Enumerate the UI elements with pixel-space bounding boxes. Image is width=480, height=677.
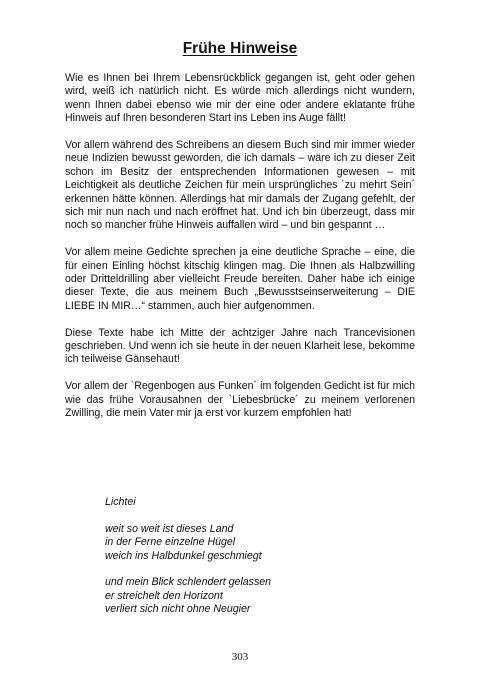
poem-line: in der Ferne einzelne Hügel (105, 536, 236, 549)
poem-title: Lichtei (105, 496, 136, 508)
paragraph-5: Vor allem der `Regenbogen aus Funken´ im folgenden Gedicht ist für mich wie das frühe Vorausahnen der `Liebesbrücke´ zu meinem verlorenen Zwilling, die mein Vater mir ja erst vor kurzem empfohlen hat! (65, 380, 415, 420)
page-title: Frühe Hinweise (182, 40, 298, 57)
poem-line: weit so weit ist dieses Land (105, 522, 234, 535)
page-number: 303 (231, 651, 249, 663)
body-text (65, 72, 415, 434)
paragraph-2: Vor allem während des Schreibens an diesem Buch sind mir immer wieder neue Indizien bewusst geworden, die ich damals – wäre ich zu dieser Zeit schon im Besitz der entsprechenden Informationen gewesen – mit Leichtigkeit als deutliche Zeichen für mein ursprüngliches ´zu mehrt Sein´ erkennen hätte können. Allerdings hat mir damals der Zugang gefehlt, der sich mir nun nach und nach eröffnet hat. Und ich bin überzeugt, dass mir noch so mancher frühe Hinweis auffallen wird – und bin gespannt … (65, 139, 415, 232)
paragraph-4: Diese Texte habe ich Mitte der achtziger Jahre nach Trancevisionen geschrieben. Und wenn ich sie heute in der neuen Klarheit lese, bekomme ich teilweise Gänsehaut! (65, 326, 415, 366)
poem-line: er streichelt den Horizont (105, 589, 223, 602)
poem-line: weich ins Halbdunkel geschmiegt (105, 549, 262, 562)
poem-line: verliert sich nicht ohne Neugier (105, 603, 251, 616)
poem-spacer (105, 509, 405, 522)
poem (105, 496, 405, 617)
poem-spacer (105, 563, 405, 576)
poem-line: und mein Blick schlendert gelassen (105, 576, 272, 589)
paragraph-1: Wie es Ihnen bei Ihrem Lebensrückblick gegangen ist, geht oder gehen wird, weiß ich natürlich nicht. Es würde mich allerdings nicht wundern, wenn Ihnen dabei ebenso wie mir der eine oder andere eklatante frühe Hinweis auf Ihren besonderen Start ins Leben ins Auge fällt! (65, 72, 415, 125)
paragraph-3: Vor allem meine Gedichte sprechen ja eine deutliche Sprache – eine, die für einen Einling höchst kitschig klingen mag. Die Ihnen als Halbzwilling oder Dritteldrilling aber vielleicht Freude bereiten. Daher habe ich einige dieser Texte, die aus meinem Buch „Bewusstseinserweiterung – DIE LIEBE IN MIR…“ stammen, auch hier aufgenommen. (65, 246, 415, 312)
